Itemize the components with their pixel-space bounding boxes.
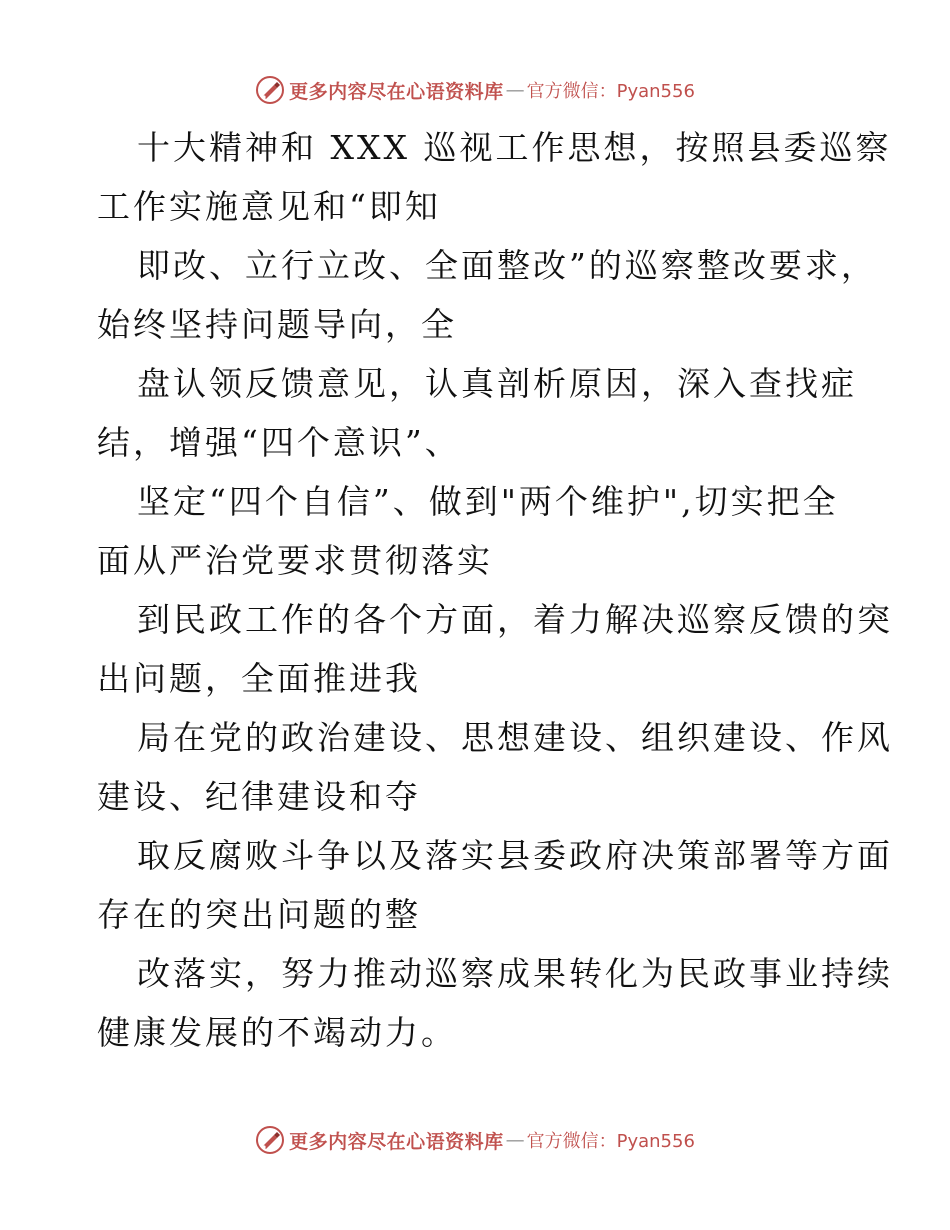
footer-banner	[0, 1123, 950, 1157]
body-line: 取反腐败斗争以及落实县委政府决策部署等方面	[137, 836, 893, 875]
body-line: 面从严治党要求贯彻落实	[97, 541, 493, 580]
document-body	[97, 118, 893, 1062]
pen-logo-icon	[255, 75, 285, 105]
body-line: 盘认领反馈意见，认真剖析原因，深入查找症	[137, 364, 857, 403]
header-banner	[0, 73, 950, 107]
body-line: 结，增强“四个意识”、	[97, 423, 461, 462]
banner-dash: —	[505, 1129, 525, 1151]
body-line: 始终坚持问题导向，全	[97, 305, 457, 344]
banner-wechat-text: 官方微信：Pyan556	[526, 1131, 695, 1152]
pen-logo-icon	[255, 1125, 285, 1155]
banner-wechat-text: 官方微信：Pyan556	[526, 81, 695, 102]
body-line: 健康发展的不竭动力。	[97, 1013, 457, 1052]
body-line: 改落实，努力推动巡察成果转化为民政事业持续	[137, 954, 893, 993]
banner-dash: —	[505, 79, 525, 101]
body-line: 出问题，全面推进我	[97, 659, 421, 698]
body-line: 到民政工作的各个方面，着力解决巡察反馈的突	[137, 600, 893, 639]
body-line: 即改、立行立改、全面整改”的巡察整改要求，	[137, 246, 877, 285]
body-line: 坚定“四个自信”、做到"两个维护",切实把全	[137, 482, 839, 521]
body-line: 存在的突出问题的整	[97, 895, 421, 934]
banner-main-text: 更多内容尽在心语资料库	[289, 80, 504, 103]
body-line: 局在党的政治建设、思想建设、组织建设、作风	[137, 718, 893, 757]
body-line: 工作实施意见和“即知	[97, 187, 441, 226]
body-line: 建设、纪律建设和夺	[97, 777, 421, 816]
body-line: 十大精神和 XXX 巡视工作思想，按照县委巡察	[137, 128, 892, 167]
banner-main-text: 更多内容尽在心语资料库	[289, 1130, 504, 1153]
